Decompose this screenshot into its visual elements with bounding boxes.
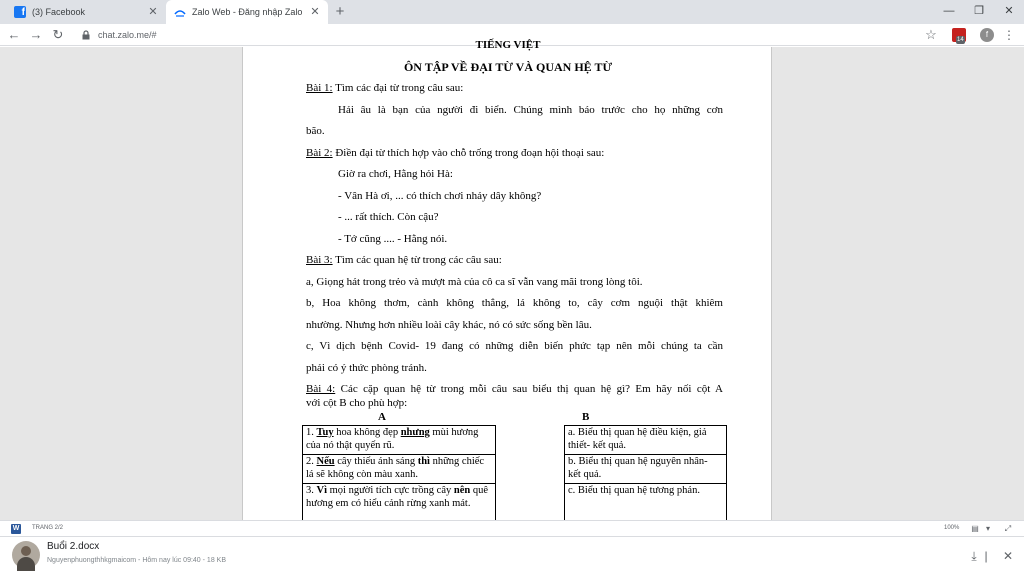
bai3-b: b, Hoa không thơm, cành không thẳng, lá không to, cây cơm nguội thật khiêm	[306, 297, 723, 309]
close-icon[interactable]: ✕	[1002, 549, 1014, 563]
row-number: 2.	[306, 456, 314, 467]
table-row	[565, 426, 727, 455]
bai1-sentence-cont: bão.	[306, 125, 325, 137]
sender-avatar	[12, 541, 40, 569]
close-tab-icon[interactable]: ✕	[148, 6, 158, 18]
bai1-label: Bài 1:	[306, 82, 333, 94]
connector-word: nên	[453, 485, 471, 496]
tab-title: Zalo Web - Đăng nhập Zalo	[192, 7, 303, 17]
document-title: ÔN TẬP VỀ ĐẠI TỪ VÀ QUAN HỆ TỪ	[403, 60, 613, 74]
close-window-button[interactable]: ✕	[1004, 5, 1014, 17]
row-text: mùi hương của nó thật quyến rũ.	[306, 427, 479, 451]
chevron-down-icon[interactable]: ▾	[985, 524, 990, 533]
table-row	[303, 455, 496, 484]
row-text: mọi người tích cực trồng cây	[327, 485, 454, 496]
zalo-icon	[174, 6, 186, 18]
back-button[interactable]: ←	[7, 27, 21, 42]
tab-strip	[0, 0, 1024, 24]
tab-facebook[interactable]	[6, 0, 166, 24]
row-text: những chiếc lá sẽ không còn màu xanh.	[306, 456, 485, 480]
relation-option: a. Biểu thị quan hệ điều kiện, giả thiết- kết quả.	[565, 426, 727, 455]
table-row	[303, 426, 496, 455]
bai1-text: Tìm các đại từ trong câu sau:	[335, 82, 464, 94]
reload-button[interactable]: ↻	[52, 27, 64, 42]
bai4-label: Bài 4:	[306, 383, 336, 395]
tab-zalo[interactable]	[166, 0, 328, 24]
column-a-heading: A	[378, 411, 386, 423]
minimize-button[interactable]: —	[943, 5, 955, 17]
table-row	[303, 484, 496, 524]
tab-title: (3) Facebook	[32, 7, 86, 17]
table-row	[565, 484, 727, 524]
connector-word: nhưng	[400, 427, 430, 438]
connector-word: Tuy	[316, 427, 334, 438]
fullscreen-icon[interactable]: ⤢	[1004, 524, 1012, 533]
maximize-button[interactable]: ❐	[974, 5, 984, 17]
relation-option: c. Biểu thị quan hệ tương phản.	[565, 484, 727, 524]
zoom-level[interactable]: 100%	[944, 525, 960, 531]
bai4-text: Các cặp quan hệ từ trong mỗi câu sau biểu thị quan hệ gì? Em hãy nối cột A	[340, 383, 723, 395]
connector-word: thì	[417, 456, 430, 467]
dialogue-line: - ... rất thích. Còn cậu?	[338, 211, 439, 223]
extension-badge: 14	[957, 37, 964, 43]
row-text: hoa không đẹp	[333, 427, 401, 438]
table-row	[565, 455, 727, 484]
download-icon[interactable]: ⤓	[971, 549, 977, 563]
bai3-a: a, Giọng hát trong trẻo và mượt mà của cô ca sĩ vẫn vang mãi trong lòng tôi.	[306, 276, 643, 288]
new-tab-button[interactable]: +	[335, 3, 345, 20]
bai3-text: Tìm các quan hệ từ trong các câu sau:	[335, 254, 502, 266]
facebook-icon: f	[14, 6, 26, 18]
row-text: quê hương em có hiểu cảnh rừng xanh mát.	[306, 485, 489, 509]
bai3-label: Bài 3:	[306, 254, 333, 266]
bai1-sentence: Hải âu là bạn của người đi biển. Chúng mình báo trước cho họ những cơn	[338, 104, 723, 116]
row-number: 3.	[306, 485, 314, 496]
browser-menu-icon[interactable]: ⋮	[1003, 28, 1015, 42]
row-text: cây thiếu ánh sáng	[334, 456, 418, 467]
page-header: TIẾNG VIỆT	[475, 39, 541, 51]
connector-word: Vì	[316, 485, 327, 496]
page-indicator: TRANG 2/2	[32, 525, 64, 531]
view-mode-icon[interactable]: ▤	[971, 524, 979, 533]
download-bar	[0, 536, 1024, 576]
dialogue-line: - Tớ cũng .... - Hằng nói.	[338, 233, 448, 245]
bai3-b-cont: nhường. Nhưng hơn nhiều loài cây khác, nó có sức sống bền lâu.	[306, 319, 592, 331]
url-text: chat.zalo.me/#	[98, 30, 157, 40]
bai2-text: Điền đại từ thích hợp vào chỗ trống trong đoạn hội thoại sau:	[335, 147, 605, 159]
viewer-statusbar	[0, 520, 1024, 536]
bai1-heading	[306, 82, 723, 94]
profile-avatar[interactable]: f	[980, 28, 994, 42]
bai4-text-cont: với cột B cho phù hợp:	[306, 397, 408, 409]
connector-word: Nếu	[316, 456, 335, 467]
dialogue-line: Giờ ra chơi, Hằng hỏi Hà:	[338, 168, 453, 180]
bai3-c: c, Vì dịch bệnh Covid- 19 đang có những diễn biến phức tạp nên mỗi chúng ta cần	[306, 340, 723, 352]
dialogue-line: - Vân Hà ơi, ... có thích chơi nhảy dây không?	[338, 190, 542, 202]
download-filename[interactable]: Buổi 2.docx	[47, 541, 100, 552]
row-number: 1.	[306, 427, 314, 438]
column-b-table	[564, 425, 727, 524]
column-a-table	[302, 425, 496, 524]
word-icon: W	[12, 525, 20, 532]
lock-icon	[80, 29, 92, 41]
close-tab-icon[interactable]: ✕	[310, 6, 320, 18]
forward-button[interactable]: →	[29, 27, 43, 42]
document-page	[242, 39, 772, 527]
column-b-heading: B	[582, 411, 590, 423]
download-meta: Nguyenphuongthhkgmaicom - Hôm nay lúc 09:40 - 18 KB	[47, 557, 226, 564]
relation-option: b. Biểu thị quan hệ nguyên nhân- kết quả.	[565, 455, 727, 484]
bai3-heading	[306, 254, 723, 266]
divider: |	[984, 549, 988, 563]
bookmark-star-icon[interactable]: ☆	[925, 27, 937, 42]
bai2-heading	[306, 147, 723, 159]
bai2-label: Bài 2:	[306, 147, 333, 159]
bai4-heading	[306, 383, 723, 395]
bai3-c-cont: phải có ý thức phòng tránh.	[306, 362, 427, 374]
